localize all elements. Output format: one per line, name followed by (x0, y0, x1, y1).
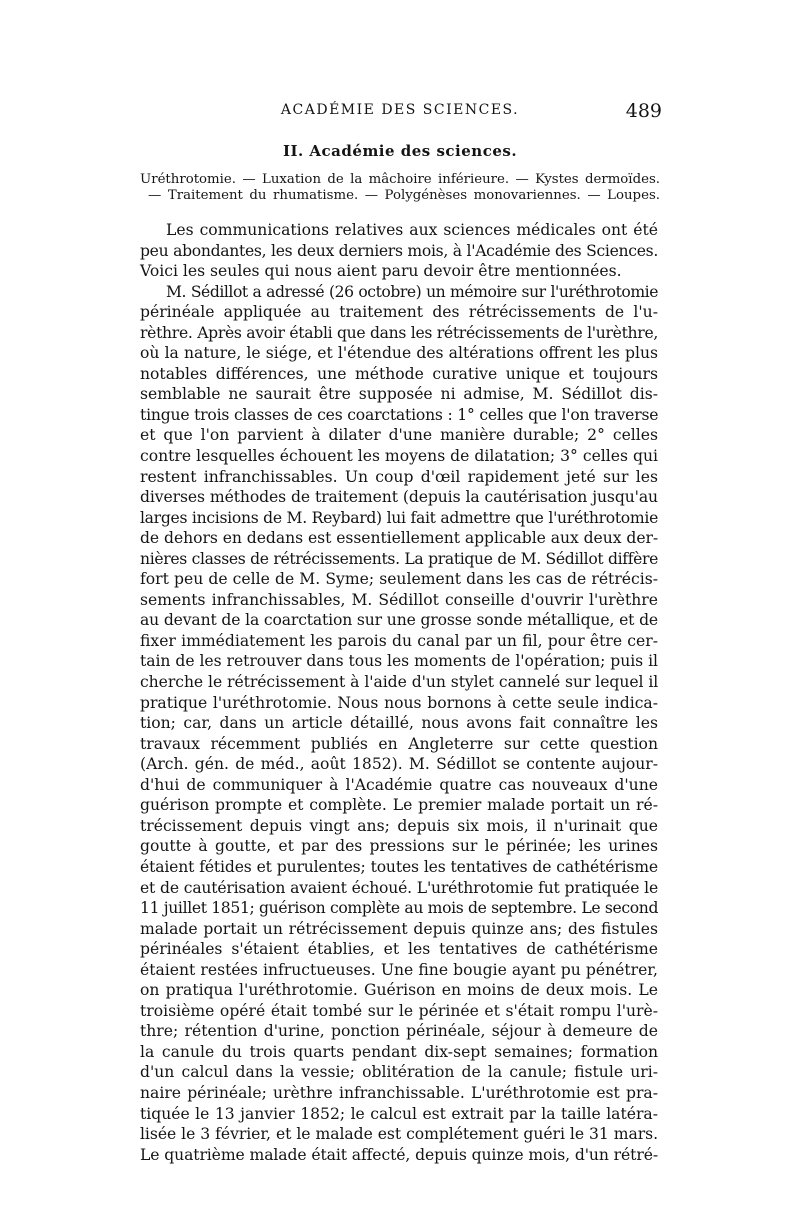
text-line: restent infranchissables. Un coup d'œil rapidement jeté sur les (140, 467, 658, 486)
text-line: Le quatrième malade était affecté, depuis quinze mois, d'un rétré- (140, 1145, 658, 1164)
text-line: diverses méthodes de traitement (depuis la cautérisation jusqu'au (140, 488, 658, 507)
text-line: cherche le rétrécissement à l'aide d'un stylet cannelé sur lequel il (140, 673, 659, 692)
text-line: et de cautérisation avaient échoué. L'uréthrotomie fut pratiquée le (140, 878, 658, 897)
summary-line: — Traitement du rhumatisme. — Polygénèses monovariennes. — Loupes. (148, 188, 660, 203)
text-line: fixer immédiatement les parois du canal par un fil, pour être cer- (140, 631, 658, 650)
body-text (140, 220, 658, 1165)
running-head (140, 100, 660, 124)
summary-line: Uréthrotomie. — Luxation de la mâchoire inférieure. — Kystes dermoïdes. (140, 172, 660, 187)
text-line: pratique l'uréthrotomie. Nous nous bornons à cette seule indica- (140, 693, 658, 712)
text-line: et que l'on parvient à dilater d'une manière durable; 2° celles (140, 426, 658, 445)
text-line: périnéale appliquée au traitement des rétrécissements de l'u- (140, 303, 658, 322)
text-line: rèthre. Après avoir établi que dans les rétrécissements de l'urèthre, (140, 323, 659, 342)
section-heading: II. Académie des sciences. (282, 142, 518, 160)
text-line: thre; rétention d'urine, ponction périnéale, séjour à demeure de (140, 1022, 658, 1041)
running-title: ACADÉMIE DES SCIENCES. (280, 102, 520, 118)
text-line: où la nature, le siége, et l'étendue des altérations offrent les plus (140, 344, 658, 363)
text-line: tiquée le 13 janvier 1852; le calcul est extrait par la taille latéra- (140, 1104, 658, 1123)
text-line: M. Sédillot a adressé (26 octobre) un mémoire sur l'uréthrotomie (166, 282, 658, 301)
text-line: au devant de la coarctation sur une grosse sonde métallique, et de (140, 611, 658, 630)
text-line: notables différences, une méthode curative unique et toujours (140, 364, 658, 383)
text-line: troisième opéré était tombé sur le périnée et s'était rompu l'urè- (140, 1001, 658, 1020)
text-line: étaient fétides et purulentes; toutes les tentatives de cathétérisme (140, 857, 658, 876)
page-number: 489 (625, 100, 662, 122)
text-line: périnéales s'étaient établies, et les tentatives de cathétérisme (140, 940, 658, 959)
text-line: semblable ne saurait être supposée ni admise, M. Sédillot dis- (140, 385, 658, 404)
paragraph (140, 220, 658, 282)
text-line: fort peu de celle de M. Syme; seulement dans les cas de rétrécis- (140, 570, 658, 589)
text-line: malade portait un rétrécissement depuis quinze ans; des fistules (140, 919, 658, 938)
text-line: d'un calcul dans la vessie; oblitération de la canule; fistule uri- (140, 1063, 658, 1082)
text-line: larges incisions de M. Reybard) lui fait admettre que l'uréthrotomie (140, 508, 658, 527)
text-line: 11 juillet 1851; guérison complète au mois de septembre. Le second (140, 899, 659, 918)
text-line: naire périnéale; urèthre infranchissable. L'uréthrotomie est pra- (140, 1083, 658, 1102)
text-line: lisée le 3 février, et le malade est complétement guéri le 31 mars. (140, 1125, 658, 1144)
text-line: on pratiqua l'uréthrotomie. Guérison en moins de deux mois. Le (140, 981, 658, 1000)
text-line: peu abondantes, les deux derniers mois, à l'Académie des Sciences. (140, 241, 658, 260)
text-line: tion; car, dans un article détaillé, nous avons fait connaître les (140, 714, 658, 733)
text-line: nières classes de rétrécissements. La pratique de M. Sédillot diffère (140, 549, 658, 568)
paragraph (140, 282, 658, 1166)
text-line: guérison prompte et complète. Le premier malade portait un ré- (140, 796, 658, 815)
text-line: de dehors en dedans est essentiellement applicable aux deux der- (140, 529, 659, 548)
text-line: d'hui de communiquer à l'Académie quatre cas nouveaux d'une (140, 775, 658, 794)
text-line: travaux récemment publiés en Angleterre sur cette question (140, 734, 658, 753)
text-line: sements infranchissables, M. Sédillot conseille d'ouvrir l'urèthre (140, 590, 658, 609)
text-line: tain de les retrouver dans tous les moments de l'opération; puis il (140, 652, 658, 671)
text-line: tingue trois classes de ces coarctations : 1° celles que l'on traverse (140, 405, 659, 424)
text-line: trécissement depuis vingt ans; depuis six mois, il n'urinait que (140, 816, 658, 835)
text-line: goutte à goutte, et par des pressions sur le périnée; les urines (140, 837, 658, 856)
text-line: (Arch. gén. de méd., août 1852). M. Sédillot se contente aujour- (140, 755, 658, 774)
text-line: étaient restées infructueuses. Une fine bougie ayant pu pénétrer, (140, 960, 658, 979)
text-line: la canule du trois quarts pendant dix-sept semaines; formation (140, 1042, 658, 1061)
section-summary (140, 172, 660, 204)
text-line: Voici les seules qui nous aient paru devoir être mentionnées. (140, 262, 622, 281)
text-line: Les communications relatives aux sciences médicales ont été (166, 221, 658, 239)
text-line: contre lesquelles échouent les moyens de dilatation; 3° celles qui (140, 447, 658, 466)
